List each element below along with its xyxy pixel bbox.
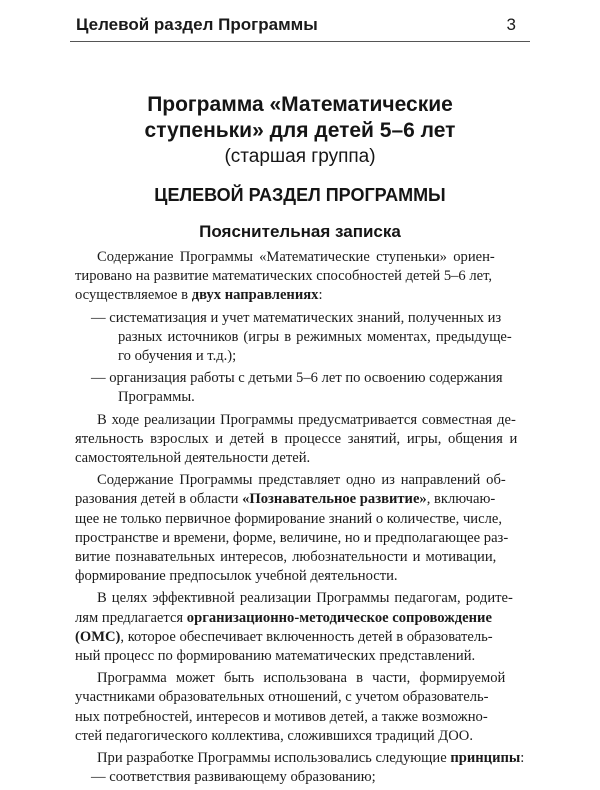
running-title: Целевой раздел Программы [76, 15, 318, 34]
text-line: Содержание Программы «Математические ступеньки» ориен- [97, 249, 495, 265]
text-line: щее не только первичное формирование знаний о количестве, числе, [75, 510, 502, 527]
text-line: В целях эффективной реализации Программы педагогам, родите- [97, 590, 513, 607]
title-line-1: Программа «Математические [147, 93, 453, 116]
text-line: самостоятельной деятельности детей. [75, 450, 311, 467]
paragraph-6 [75, 749, 523, 787]
text-line: ный процесс по формированию математических представлений. [75, 648, 476, 665]
page-number: 3 [506, 15, 516, 34]
list-item-2 [75, 369, 523, 407]
text-run: При разработке Программы использовались следующие [97, 750, 451, 767]
text-line [75, 609, 523, 628]
list-item-1 [75, 309, 523, 367]
text-line [75, 749, 523, 768]
emphasis-text: «Познавательное развитие» [242, 491, 427, 508]
text-run: разования детей в области [75, 491, 243, 508]
text-line [75, 490, 523, 509]
text-line: витие познавательных интересов, любознательности и мотивации, [75, 549, 497, 566]
text-run: , включаю- [426, 491, 496, 508]
body-text [75, 248, 523, 790]
text-line: Программы. [118, 389, 195, 406]
text-run: : [318, 287, 323, 304]
program-title [70, 92, 530, 170]
text-line [75, 286, 523, 305]
emphasis-text: (ОМС) [75, 628, 121, 645]
text-run: осуществляемое в [75, 287, 192, 304]
text-line: участниками образовательных отношений, с учетом образователь- [75, 689, 489, 706]
emphasis-text: двух направлениях [191, 287, 319, 304]
paragraph-2 [75, 411, 523, 469]
text-line: стей педагогического коллектива, сложившихся традиций ДОО. [75, 727, 473, 744]
text-line: пространстве и времени, форме, величине, но и предполагающее раз- [75, 529, 509, 546]
text-line: го обучения и т.д.); [118, 348, 237, 365]
text-line: ятельность взрослых и детей в процессе занятий, игры, общения и [75, 430, 518, 447]
paragraph-1 [75, 248, 523, 306]
title-line-2: ступеньки» для детей 5–6 лет [144, 119, 456, 142]
paragraph-5 [75, 669, 523, 746]
text-run: , которое обеспечивает включенность детей в образователь- [120, 628, 493, 645]
title-subtitle: (старшая группа) [224, 146, 376, 167]
text-line: — систематизация и учет математических знаний, полученных из [91, 309, 502, 326]
text-line: В ходе реализации Программы предусматривается совместная де- [97, 411, 516, 428]
text-line: формирование предпосылок учебной деятельности. [75, 568, 398, 585]
paragraph-3 [75, 471, 523, 586]
text-line: тировано на развитие математических способностей детей 5–6 лет, [75, 268, 493, 285]
emphasis-text: организационно-методическое сопровождение [186, 609, 492, 626]
subsection-title: Пояснительная записка [199, 222, 401, 241]
text-run: : [520, 750, 525, 767]
list-item-3: — соответствия развивающему образованию; [91, 769, 376, 786]
text-line: ных потребностей, интересов и мотивов детей, а также возможно- [75, 708, 488, 725]
text-line: Программа может быть использована в части, формируемой [97, 670, 506, 687]
text-line: разных источников (игры в режимных моментах, предыдуще- [118, 328, 512, 345]
running-header [76, 10, 516, 40]
section-title: ЦЕЛЕВОЙ РАЗДЕЛ ПРОГРАММЫ [154, 185, 446, 205]
paragraph-4 [75, 589, 523, 666]
text-line: Содержание Программы представляет одно из направлений об- [97, 472, 506, 489]
text-line [75, 628, 523, 647]
text-run: лям предлагается [75, 609, 187, 626]
header-rule [70, 41, 530, 42]
text-line: — организация работы с детьми 5–6 лет по освоению содержания [91, 370, 503, 387]
emphasis-text: принципы [450, 750, 521, 767]
